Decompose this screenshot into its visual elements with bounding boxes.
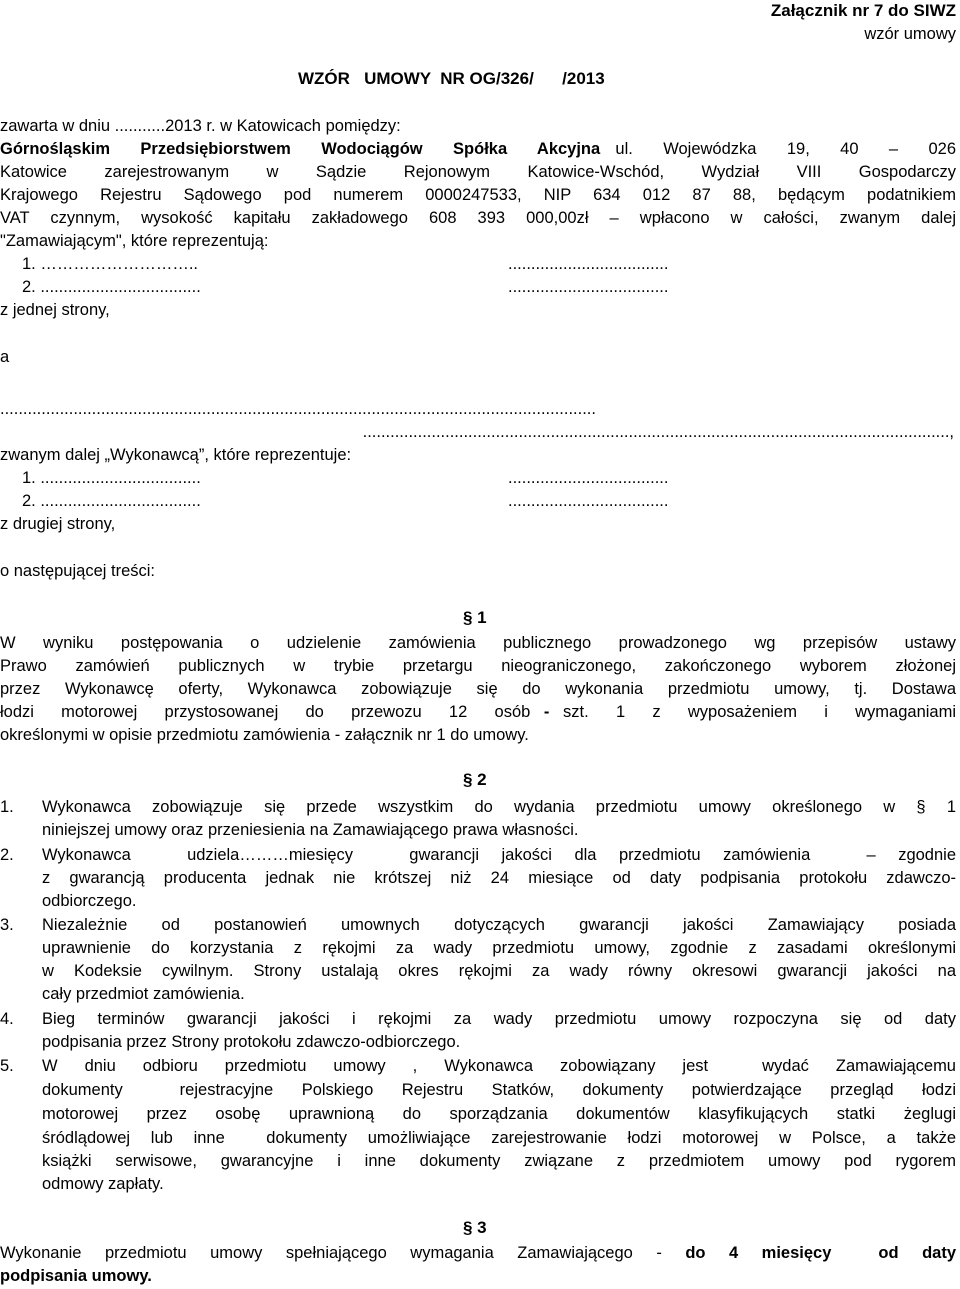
- client-rep-2-name: 2. ...................................: [22, 278, 201, 296]
- client-rep-2-role: ...................................: [508, 278, 669, 296]
- section-1-heading: § 1: [463, 608, 487, 627]
- section-2-item-5-line-4: śródlądowej lub inne dokumenty umożliwiające zarejestrowanie łodzi motorowej w Polsce, a także: [42, 1129, 956, 1147]
- section-3-heading: § 3: [463, 1218, 487, 1237]
- section-3-deadline: do 4 miesięcy od daty: [661, 1244, 957, 1262]
- section-2-item-5-line-3: motorowej przez osobę uprawnioną do sporządzania dokumentów klasyfikujących statki żeglugi: [42, 1105, 956, 1123]
- section-2-item-3-line-3: w Kodeksie cywilnym. Strony ustalają okres rękojmi za wady równy okresowi gwarancji jakości na: [42, 962, 956, 980]
- client-rep-1-role: ...................................: [508, 255, 669, 273]
- contractor-rep-1-role: ...................................: [508, 469, 669, 487]
- contractor-blank-2: ................................................................................................................................,: [362, 423, 954, 441]
- second-party-line: z drugiej strony,: [0, 515, 116, 533]
- section-1-line-4: [0, 701, 956, 723]
- section-2-item-4-number: 4.: [0, 1010, 14, 1028]
- contractor-blank-1: ..................................................................................................................................: [0, 400, 596, 418]
- section-2-item-5-line-2: dokumenty rejestracyjne Polskiego Rejestru Statków, dokumenty potwierdzające przegląd łodzi: [42, 1081, 956, 1099]
- intro-capital-line: VAT czynnym, wysokość kapitału zakładowego 608 393 000,00zł – wpłacono w całości, zwanym dalej: [0, 209, 956, 227]
- company-address: ul. Wojewódzka 19, 40 – 026: [600, 140, 957, 158]
- section-2-item-3-line-4: cały przedmiot zamówienia.: [42, 985, 245, 1003]
- contractor-represent-line: zwanym dalej „Wykonawcą”, które reprezentuje:: [0, 446, 352, 464]
- section-2-item-3-line-1: Niezależnie od postanowień umownych dotyczących gwarancji jakości Zamawiający posiada: [42, 916, 956, 934]
- contractor-rep-1-name: 1. ...................................: [22, 469, 201, 487]
- intro-krs-line: Krajowego Rejestru Sądowego pod numerem 0000247533, NIP 634 012 87 88, będącym podatnikiem: [0, 186, 956, 204]
- conjunction-a: a: [0, 348, 10, 366]
- first-party-line: z jednej strony,: [0, 301, 110, 319]
- client-rep-1-name: 1. ………………………..: [22, 255, 199, 273]
- section-3-line-1-start: Wykonanie przedmiotu umowy spełniającego wymagania Zamawiającego -: [0, 1244, 662, 1262]
- section-2-heading: § 2: [463, 770, 487, 789]
- company-name: Górnośląskim Przedsiębiorstwem Wodociągów Spółka Akcyjna: [0, 140, 601, 158]
- contractor-rep-2-name: 2. ...................................: [22, 492, 201, 510]
- intro-company-line: [0, 138, 956, 160]
- section-3-line-2: podpisania umowy.: [0, 1267, 152, 1285]
- section-3-line-1: [0, 1242, 956, 1264]
- contractor-rep-2-role: ...................................: [508, 492, 669, 510]
- section-1-line-1: W wyniku postępowania o udzielenie zamówienia publicznego prowadzonego wg przepisów ustawy: [0, 634, 956, 652]
- attachment-label: Załącznik nr 7 do SIWZ: [770, 1, 956, 20]
- intro-registry-line: Katowice zarejestrowanym w Sądzie Rejonowym Katowice-Wschód, Wydział VIII Gospodarczy: [0, 163, 956, 181]
- section-2-item-4-line-1: Bieg terminów gwarancji jakości i rękojmi za wady przedmiotu umowy rozpoczyna się od daty: [42, 1010, 956, 1028]
- section-1-line-2: Prawo zamówień publicznych w trybie przetargu nieograniczonego, zakończonego wyborem złożonej: [0, 657, 956, 675]
- section-2-item-2-line-1: Wykonawca udziela………miesięcy gwarancji jakości dla przedmiotu zamówienia – zgodnie: [42, 846, 956, 864]
- section-2-item-1-line-2: niniejszej umowy oraz przeniesienia na Zamawiającego prawa własności.: [42, 821, 579, 839]
- section-2-item-2-number: 2.: [0, 846, 14, 864]
- section-2-item-2-line-2: z gwarancją producenta jednak nie krótszej niż 24 miesiące od daty podpisania protokołu zdawczo-: [42, 869, 956, 887]
- intro-date-line: zawarta w dniu ...........2013 r. w Katowicach pomiędzy:: [0, 117, 401, 135]
- section-1-line-4-start: łodzi motorowej przystosowanej do przewozu 12 osób: [0, 703, 544, 721]
- section-2-item-2-line-3: odbiorczego.: [42, 892, 137, 910]
- document-title: WZÓR UMOWY NR OG/326/ /2013: [298, 69, 605, 88]
- section-2-item-5-line-5: książki serwisowe, gwarancyjne i inne dokumenty związane z przedmiotem umowy pod rygorem: [42, 1152, 956, 1170]
- section-1-line-4-end: szt. 1 z wyposażeniem i wymaganiami: [549, 703, 956, 721]
- template-label: wzór umowy: [864, 25, 956, 43]
- section-2-item-1-number: 1.: [0, 798, 14, 816]
- section-1-line-3: przez Wykonawcę oferty, Wykonawca zobowiązuje się do wykonania przedmiotu umowy, tj. Dostawa: [0, 680, 956, 698]
- section-2-item-5-number: 5.: [0, 1057, 14, 1075]
- section-2-item-5-line-6: odmowy zapłaty.: [42, 1175, 164, 1193]
- section-2-item-1-line-1: Wykonawca zobowiązuje się przede wszystkim do wydania przedmiotu umowy określonego w § 1: [42, 798, 956, 816]
- section-1-dash: -: [543, 703, 550, 721]
- section-2-item-3-line-2: uprawnienie do korzystania z rękojmi za wady przedmiotu umowy, zgodnie z zasadami określonymi: [42, 939, 956, 957]
- section-2-item-3-number: 3.: [0, 916, 14, 934]
- section-1-line-5: określonymi w opisie przedmiotu zamówienia - załącznik nr 1 do umowy.: [0, 726, 529, 744]
- intro-represent-line: "Zamawiającym", które reprezentują:: [0, 232, 269, 250]
- section-2-item-4-line-2: podpisania przez Strony protokołu zdawczo-odbiorczego.: [42, 1033, 461, 1051]
- section-2-item-5-line-1: W dniu odbioru przedmiotu umowy , Wykonawca zobowiązany jest wydać Zamawiającemu: [42, 1057, 956, 1075]
- content-intro-line: o następującej treści:: [0, 562, 156, 580]
